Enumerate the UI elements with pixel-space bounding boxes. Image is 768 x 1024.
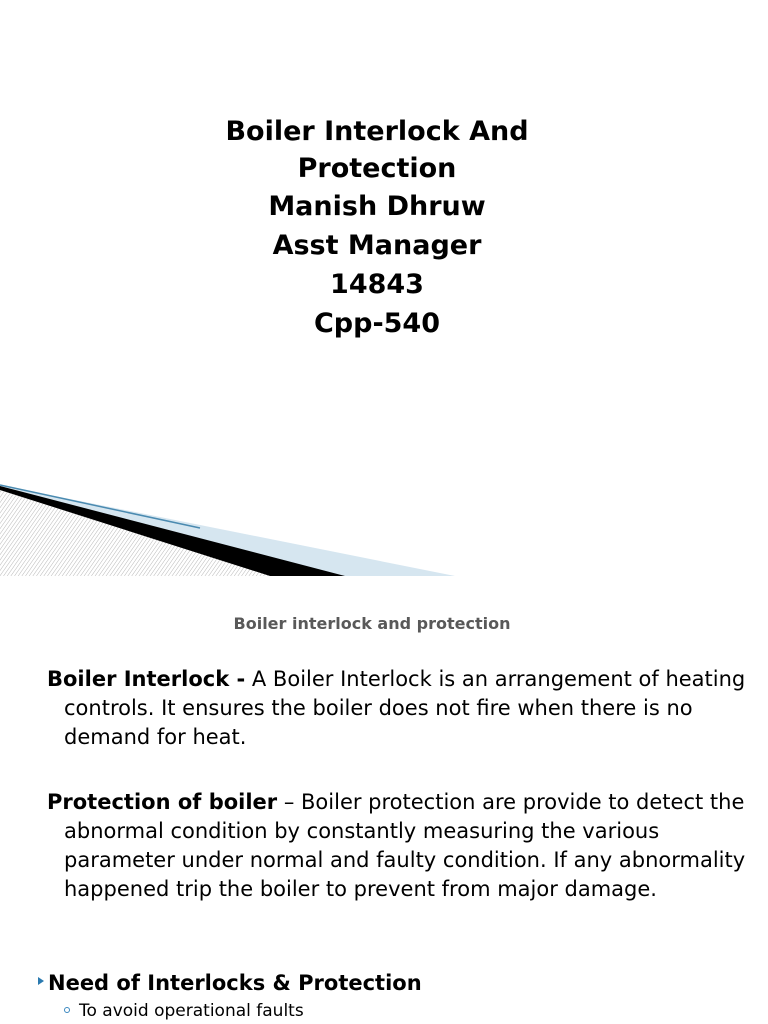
bullet-item (38, 969, 738, 998)
bullet-heading: Need of Interlocks & Protection (48, 971, 422, 995)
protection-text: – Boiler protection are provide to detect the abnormal condition by constantly measuring the various parameter under normal and faulty condition. If any abnormality happened trip the boiler to prevent from major damage. (64, 790, 746, 901)
protection-definition (47, 788, 754, 904)
sub-bullet-item (64, 1000, 744, 1022)
slide-subtitle: Boiler interlock and protection (233, 614, 511, 633)
circle-bullet-icon (64, 1007, 70, 1013)
title-line-1: Boiler Interlock And (225, 116, 529, 147)
sub-bullet-text: To avoid operational faults (79, 1001, 304, 1021)
plant-code: Cpp-540 (313, 308, 441, 339)
author-designation: Asst Manager (272, 230, 482, 261)
content-slide (0, 576, 768, 1024)
triangle-bullet-icon (38, 977, 44, 985)
employee-number: 14843 (330, 269, 424, 300)
interlock-term: Boiler Interlock - (47, 667, 246, 691)
interlock-text: A Boiler Interlock is an arrangement of heating controls. It ensures the boiler does not fire when there is no demand for heat. (64, 667, 746, 749)
interlock-definition (47, 665, 754, 752)
protection-term: Protection of boiler (47, 790, 278, 814)
author-name: Manish Dhruw (268, 191, 486, 222)
title-line-2: Protection (297, 153, 457, 184)
